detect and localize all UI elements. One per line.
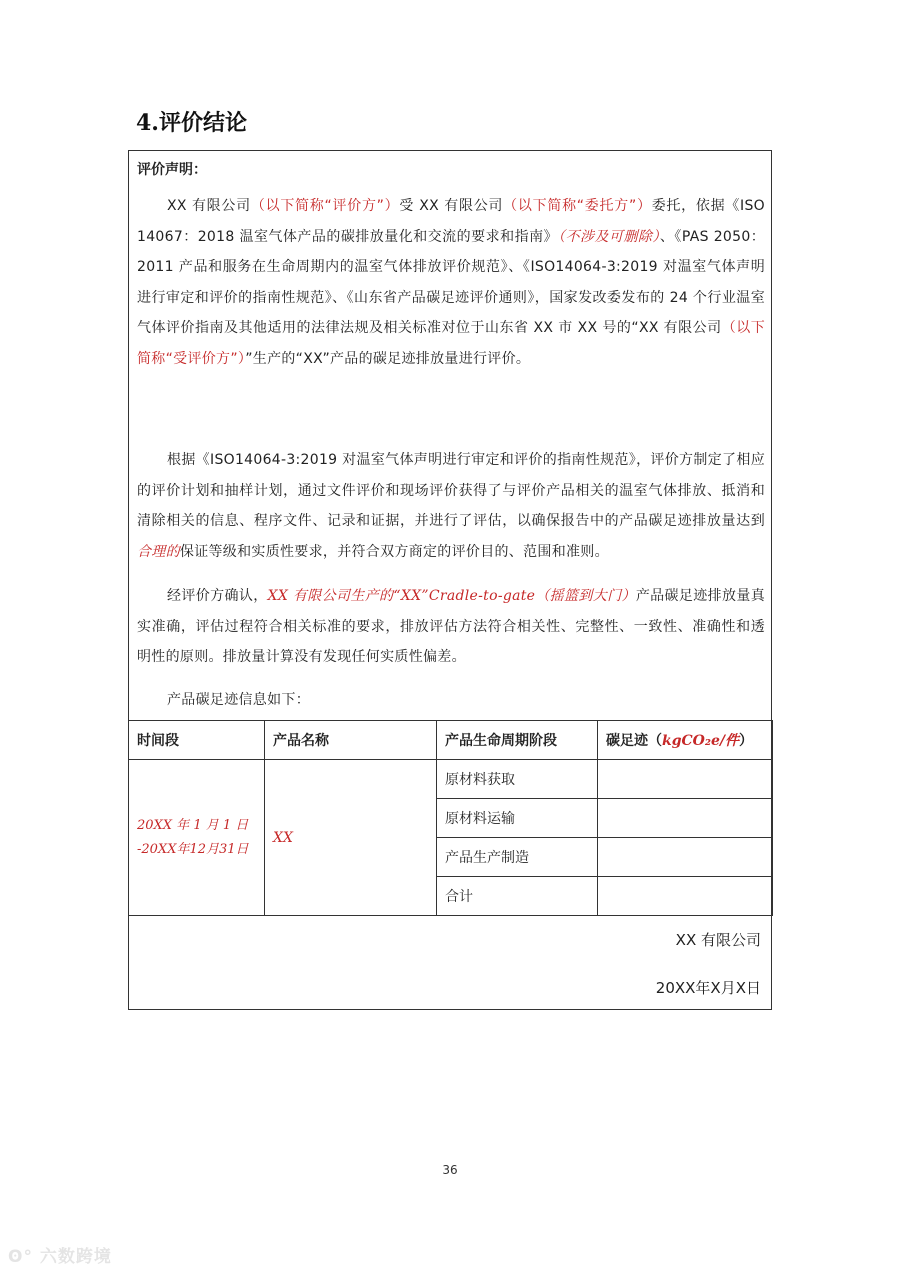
statement-paragraph-4	[137, 685, 765, 716]
p3-text-a: 经评价方确认，	[167, 588, 268, 604]
p3-note-scope: XX 有限公司生产的“XX”Cradle-to-gate（摇篮到大门）	[267, 588, 636, 604]
period-end: -20XX年12月31日	[137, 841, 249, 857]
p1-text-g: 、《PAS 2050：2011 产品和服务在生命周期内的温室气体排放评价规范》、《ISO14064-3:2019 对温室气体声明进行审定和评价的指南性规范》、《山东省产品碳足迹评价通则》，国家发改委发布的 24 个行业温室气体评价指南及其他适用的法律法规及相关标准对位于山东省 XX 市 XX 号的“XX 有限公司	[137, 228, 766, 336]
p3-text-c: 产品碳足迹排放量真实准确，评估过程符合相关标准的要求，排放评估方法符合相关性、完整性、一致性、准确性和透明性的原则。排放量计算没有发现任何实质性偏差。	[137, 588, 765, 665]
p1-text-c: 受 XX 有限公司	[399, 198, 504, 214]
section-title: 4.评价结论	[136, 110, 247, 136]
p1-text-a: XX 有限公司	[167, 198, 251, 214]
period-cell	[129, 760, 265, 916]
watermark-icon: ʘ°	[8, 1247, 33, 1267]
carbon-footprint-table	[128, 720, 773, 916]
signature-company: XX 有限公司	[675, 931, 761, 949]
header-product: 产品名称	[265, 721, 437, 760]
footprint-value-cell	[598, 760, 773, 799]
watermark-text: 六数跨境	[39, 1247, 112, 1267]
p1-note-evaluator: （以下简称“评价方”）	[250, 198, 400, 214]
stage-cell: 原材料获取	[437, 760, 598, 799]
product-name-cell: XX	[265, 760, 437, 916]
p1-text-i: ”生产的“XX”产品的碳足迹排放量进行评价。	[245, 350, 531, 367]
footprint-value-cell	[598, 838, 773, 877]
watermark-logo	[8, 1242, 112, 1267]
conclusion-box	[128, 150, 772, 1010]
statement-paragraph-1	[137, 191, 765, 374]
p2-text-c: 保证等级和实质性要求，并符合双方商定的评价目的、范围和准则。	[179, 543, 609, 560]
statement-label: 评价声明：	[137, 162, 207, 178]
header-stage: 产品生命周期阶段	[437, 721, 598, 760]
footprint-value-cell	[598, 877, 773, 916]
header-period: 时间段	[129, 721, 265, 760]
p2-text-a: 根据《ISO14064-3:2019 对温室气体声明进行审定和评价的指南性规范》，评价方制定了相应的评价计划和抽样计划，通过文件评价和现场评价获得了与评价产品相关的温室气体排放、抵消和清除相关的信息、程序文件、记录和证据，并进行了评估，以确保报告中的产品碳足迹排放量达到	[137, 452, 765, 529]
stage-cell: 合计	[437, 877, 598, 916]
statement-paragraph-2	[137, 445, 765, 567]
signature-date: 20XX年X月X日	[655, 979, 761, 997]
footprint-value-cell	[598, 799, 773, 838]
p1-text-e: 委托，依据《ISO 14067：2018 温室气体产品的碳排放量化和交流的要求和指南》	[137, 198, 765, 245]
p1-note-evaluated: （以下简称“受评价方”）	[137, 320, 765, 367]
p4-text: 产品碳足迹信息如下：	[167, 692, 310, 708]
table-row	[129, 760, 773, 799]
stage-cell: 原材料运输	[437, 799, 598, 838]
p2-note-reasonable: 合理的	[137, 543, 180, 560]
stage-cell: 产品生产制造	[437, 838, 598, 877]
p1-note-optional: （不涉及可删除）	[558, 228, 660, 245]
table-header-row	[129, 721, 773, 760]
header-footprint: 碳足迹（kgCO₂e/件）	[598, 721, 773, 760]
p1-note-client: （以下简称“委托方”）	[503, 198, 652, 214]
statement-paragraph-3	[137, 581, 765, 673]
period-start: 20XX 年 1 月 1 日	[137, 817, 249, 833]
footprint-unit: kgCO₂e/件	[662, 733, 739, 749]
page-number: 36	[442, 1163, 458, 1177]
